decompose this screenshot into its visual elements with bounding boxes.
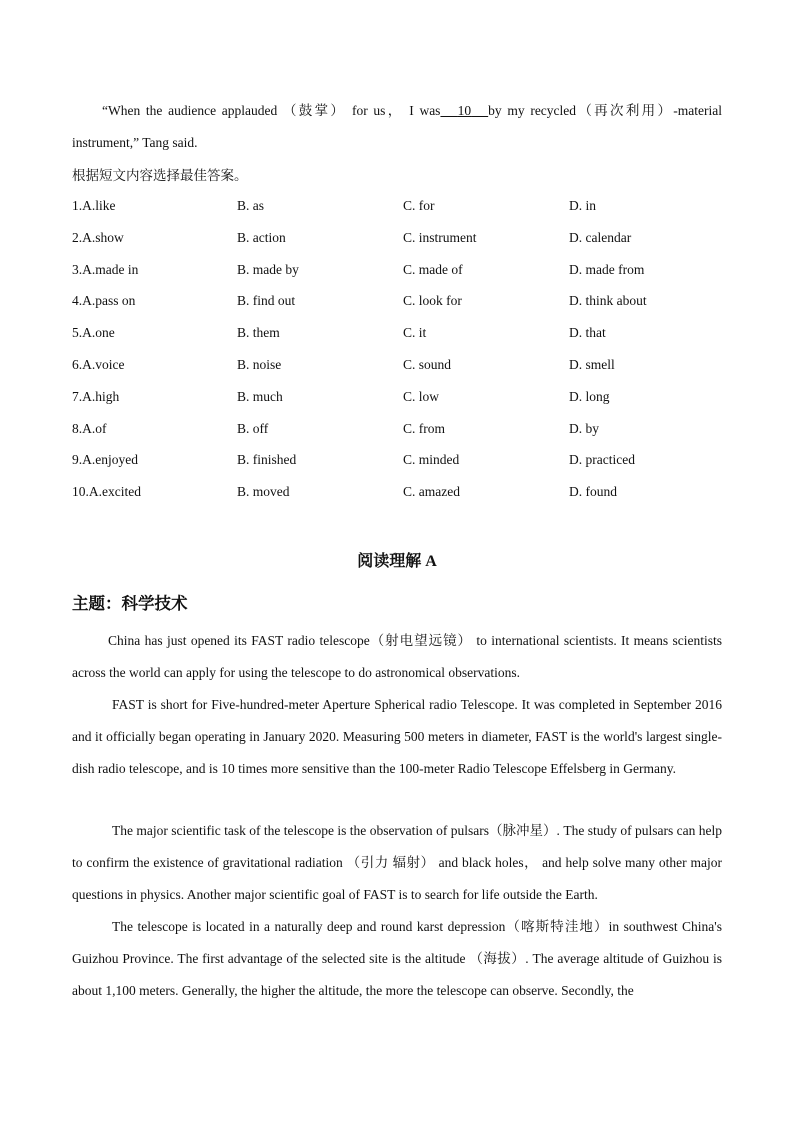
- option-b: B. moved: [237, 484, 290, 500]
- option-row: [72, 222, 722, 254]
- option-c: C. low: [403, 388, 440, 404]
- option-a: 5.A.one: [72, 325, 115, 341]
- passage-paragraph: [72, 815, 722, 911]
- option-b: B. much: [237, 388, 283, 404]
- option-row: [72, 413, 722, 445]
- option-b: B. action: [237, 229, 286, 245]
- options-table: [72, 190, 722, 508]
- option-d: D. by: [569, 420, 599, 436]
- option-a: 2.A.show: [72, 229, 124, 245]
- option-a: 6.A.voice: [72, 356, 125, 372]
- option-d: D. found: [569, 484, 617, 500]
- intro-after-blank: by my recycled（再次利用）-material instrument,” Tang said.: [72, 103, 723, 150]
- option-a: 3.A.made in: [72, 261, 139, 277]
- passage-paragraph: [72, 911, 722, 1007]
- option-b: B. noise: [237, 356, 282, 372]
- option-d: D. made from: [569, 261, 645, 277]
- option-d: D. long: [569, 388, 610, 404]
- option-a: 4.A.pass on: [72, 293, 136, 309]
- option-c: C. sound: [403, 356, 452, 372]
- option-row: [72, 476, 722, 508]
- topic-heading: 主题：科学技术: [72, 594, 188, 613]
- option-b: B. as: [237, 198, 264, 213]
- option-row: [72, 349, 722, 381]
- option-c: C. minded: [403, 452, 460, 468]
- option-c: C. look for: [403, 293, 462, 309]
- option-d: D. practiced: [569, 452, 635, 468]
- passage-text: FAST is short for Five-hundred-meter Aperture Spherical radio Telescope. It was completed in September 2016 and it officially began operating in January 2020. Measuring 500 meters in diameter, FAST is the world's largest single-dish radio telescope, and is 10 times more sensitive than the 100-meter Radio Telescope Effelsberg in Germany.: [72, 697, 722, 776]
- option-row: [72, 381, 722, 413]
- option-a: 1.A.like: [72, 198, 116, 213]
- blank-number: 10: [457, 103, 472, 118]
- instruction: 根据短文内容选择最佳答案。: [72, 168, 248, 183]
- option-d: D. think about: [569, 293, 647, 309]
- option-b: B. finished: [237, 452, 297, 468]
- option-row: [72, 285, 722, 317]
- option-b: B. find out: [237, 293, 296, 309]
- option-c: C. for: [403, 198, 435, 213]
- passage-text: China has just opened its FAST radio telescope（射电望远镜） to international scientists. It means scientists across the world can apply for using the telescope to do astronomical observations.: [72, 633, 722, 680]
- answer-blank: [440, 103, 488, 118]
- option-c: C. it: [403, 325, 427, 341]
- option-c: C. instrument: [403, 229, 477, 245]
- option-a: 7.A.high: [72, 388, 120, 404]
- intro-before-blank: “When the audience applauded （鼓掌） for us， I was: [102, 103, 441, 118]
- passage-text: The telescope is located in a naturally deep and round karst depression（喀斯特洼地）in southwest China's Guizhou Province. The first advantage of the selected site is the altitude （海拔）. The average altitude of Guizhou is about 1,100 meters. Generally, the higher the altitude, the more the telescope can observe. Secondly, the: [72, 919, 722, 998]
- option-a: 10.A.excited: [72, 484, 141, 500]
- option-c: C. amazed: [403, 484, 460, 500]
- option-a: 8.A.of: [72, 420, 107, 436]
- passage-text: The major scientific task of the telescope is the observation of pulsars（脉冲星）. The study of pulsars can help to confirm the existence of gravitational radiation （引力 辐射） and black holes， and help solve many other major questions in physics. Another major scientific goal of FAST is to search for life outside the Earth.: [72, 823, 722, 902]
- option-d: D. smell: [569, 356, 615, 372]
- option-d: D. calendar: [569, 229, 632, 245]
- option-c: C. from: [403, 420, 445, 436]
- passage-paragraph: [72, 689, 722, 785]
- option-row: [72, 444, 722, 476]
- section-title: 阅读理解 A: [357, 553, 437, 570]
- option-b: B. made by: [237, 261, 299, 277]
- option-a: 9.A.enjoyed: [72, 452, 138, 468]
- intro-paragraph: [72, 95, 722, 159]
- option-c: C. made of: [403, 261, 463, 277]
- option-d: D. that: [569, 325, 606, 341]
- option-d: D. in: [569, 198, 596, 213]
- option-row: [72, 317, 722, 349]
- option-row: [72, 254, 722, 286]
- option-b: B. them: [237, 325, 280, 341]
- passage-paragraph: [72, 625, 722, 689]
- option-row: [72, 190, 722, 222]
- option-b: B. off: [237, 420, 269, 436]
